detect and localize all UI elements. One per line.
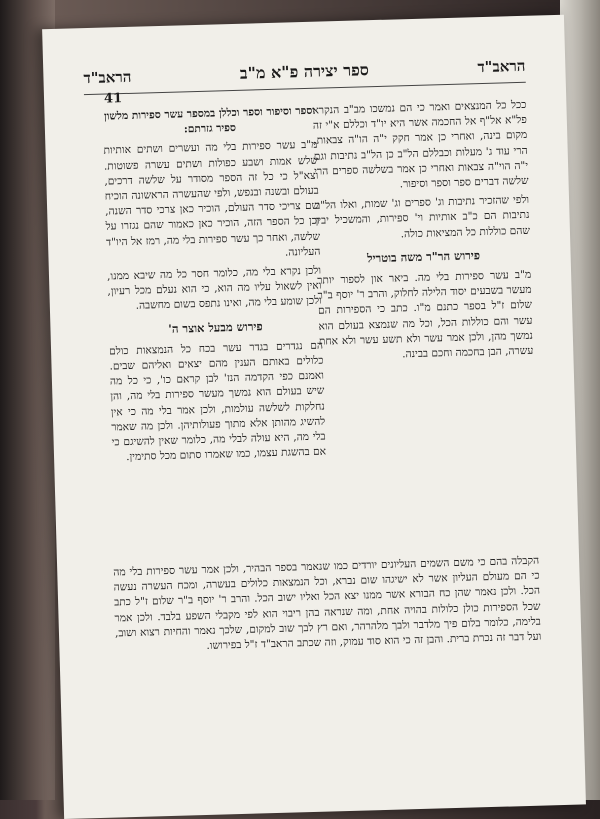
full-width-commentary: הקבלה בהם כי משם השמים העליונים יורדים כמו שנאמר בספר הבהיר, ולכן אמר עשר ספירות בלי מה כי הם מעולם העליון אשר לא ישיגהו שום נברא, וכל הנמצאות כלולים בעשרה, ומכח העשרה נעשה הכל. ולכן נאמר שהן כח הבורא אשר ממנו יצא הכל ואליו ישוב הכל. והרב ר' יוסף ב"ר שלום ז"ל כתב שכל הספירות כולן כלולות בהויה אחת, ומה שנראה בהן ריבוי הוא לפי מקבלי השפע בלבד. ולכן אמר בלימה, כלומר בלום פיך מלדבר ולבך מלהרהר, ואם רץ לבך שוב למקום, שלכך נאמר והחיות רצוא ושוב, ועל דבר זה נכרת ברית. והבן זה כי הוא סוד עמוק, וזה שכתב הראב"ד ז"ל בפירושו. xyxy=(113,554,542,652)
header-left: הראב"ד xyxy=(83,67,132,88)
running-head xyxy=(83,56,526,95)
right-paragraph: ככל כל המנצאים ואמר כי הם נמשכו מב"ב הנקרא פל"א אל"ף אל החכמה אשר היא יו"ד וכללם א"י זה מקום בינה, ואחרי כן אמר חקק י"ה הו"ה צבאות, הרי עוד ג' מעלות וכבללם הל"ב כן הל"ב נתיבות וגם י"ה הוי"ה צבאות ואחרי כן אמר בשלשה ספרים הרי שלשה דברים ספר וספר וסיפור. xyxy=(312,98,529,191)
page-number: 41 xyxy=(103,91,123,107)
commentary-paragraph: מ"ב עשר ספירות בלי מה. ביאר און לספור יותר מעשר בשבעים יסוד הלילה לחלוק, והרב ר' יוסף ב"ר שלום ז"ל בספר כתנם מ"ו. כתב כי הספירות הם עשר והם כוללות הכל, וכל מה שנמצא בעולם הוא נמשך מהן, ולכן אמר עשר ולא תשע עשר ולא אחת עשרה, הבן בחכמה וחכם בבינה. xyxy=(317,268,534,361)
right-paragraph: ולפי שהזכיר נתיבות וג' ספרים וג' שמות, ואלו הל"ב נתיבות הם כ"ב אותיות וי' ספירות, והמשכיל יבין שהם כוללות כל המציאות כולה. xyxy=(314,193,531,240)
section-heading-otzar: פירוש מבעל אוצר ה' xyxy=(168,318,263,336)
book-page xyxy=(42,15,586,819)
left-paragraph: מ"ב עשר ספירות בלי מה ועשרים ושתים אותיות שלש אמות ושבע כפולות ושתים עשרה פשוטות. וצא"ל כי כל זה הספר מסודר על שלשה דרכים, בעולם ובשנה ובנפש, ולפי שהעשרה הראשונה הוכיח שם צריכי סדר העולם, הוכיר כאן צרכי סדר השנה, וכן כל הספר הזה, הוכיר כאן כאמור שהם נגזרו על שלשה, ואחר כך עשר ספירות בלי מה, רמז אל היו"ד העליונה. xyxy=(103,139,321,259)
commentary-paragraph: הם נגדרים בגדר עשר בכח כל הנמצאות כולם כלולים באותם הענין מהם יצאים ואליהם שבים. ואמנם כפי הקדמה הנז' לבן קראם כו', כי כל מה שיש בעולם הוא נמשך מעשר ספירות בלי מה, והן נחלקות לשלשה עולמות, ולכן אמר בלי מה כי אין להשיג מהותן אלא מתוך פעולותיהן. ולכן מה שאמר בלי מה, היא עולה לבלי מה, כלומר שאין להשיגם כי אם בהשגת עצמו, כמו שאמרו סתום מכל סתימין. xyxy=(108,339,327,464)
right-column xyxy=(312,98,533,369)
left-column xyxy=(102,104,326,470)
header-title: ספר יצירה פ"א מ"ב xyxy=(239,60,370,83)
section-heading-botril: פירוש הר"ר משה בוטריל xyxy=(366,247,481,266)
left-paragraph: ולכן נקרא בלי מה, כלומר חסר כל מה שיבא ממנו, ואין לשאול עליו מה הוא, כי הוא נעלם מכל רעיון, ולכן שומע בלי מה, ואינו נתפס בשום מחשבה. xyxy=(106,264,322,313)
header-right: הראב"ד xyxy=(477,56,526,77)
left-intro: וספר וסיפור וספר וכללן במספר עשר ספירות מלשון ספיר גזרתם: xyxy=(103,104,316,136)
